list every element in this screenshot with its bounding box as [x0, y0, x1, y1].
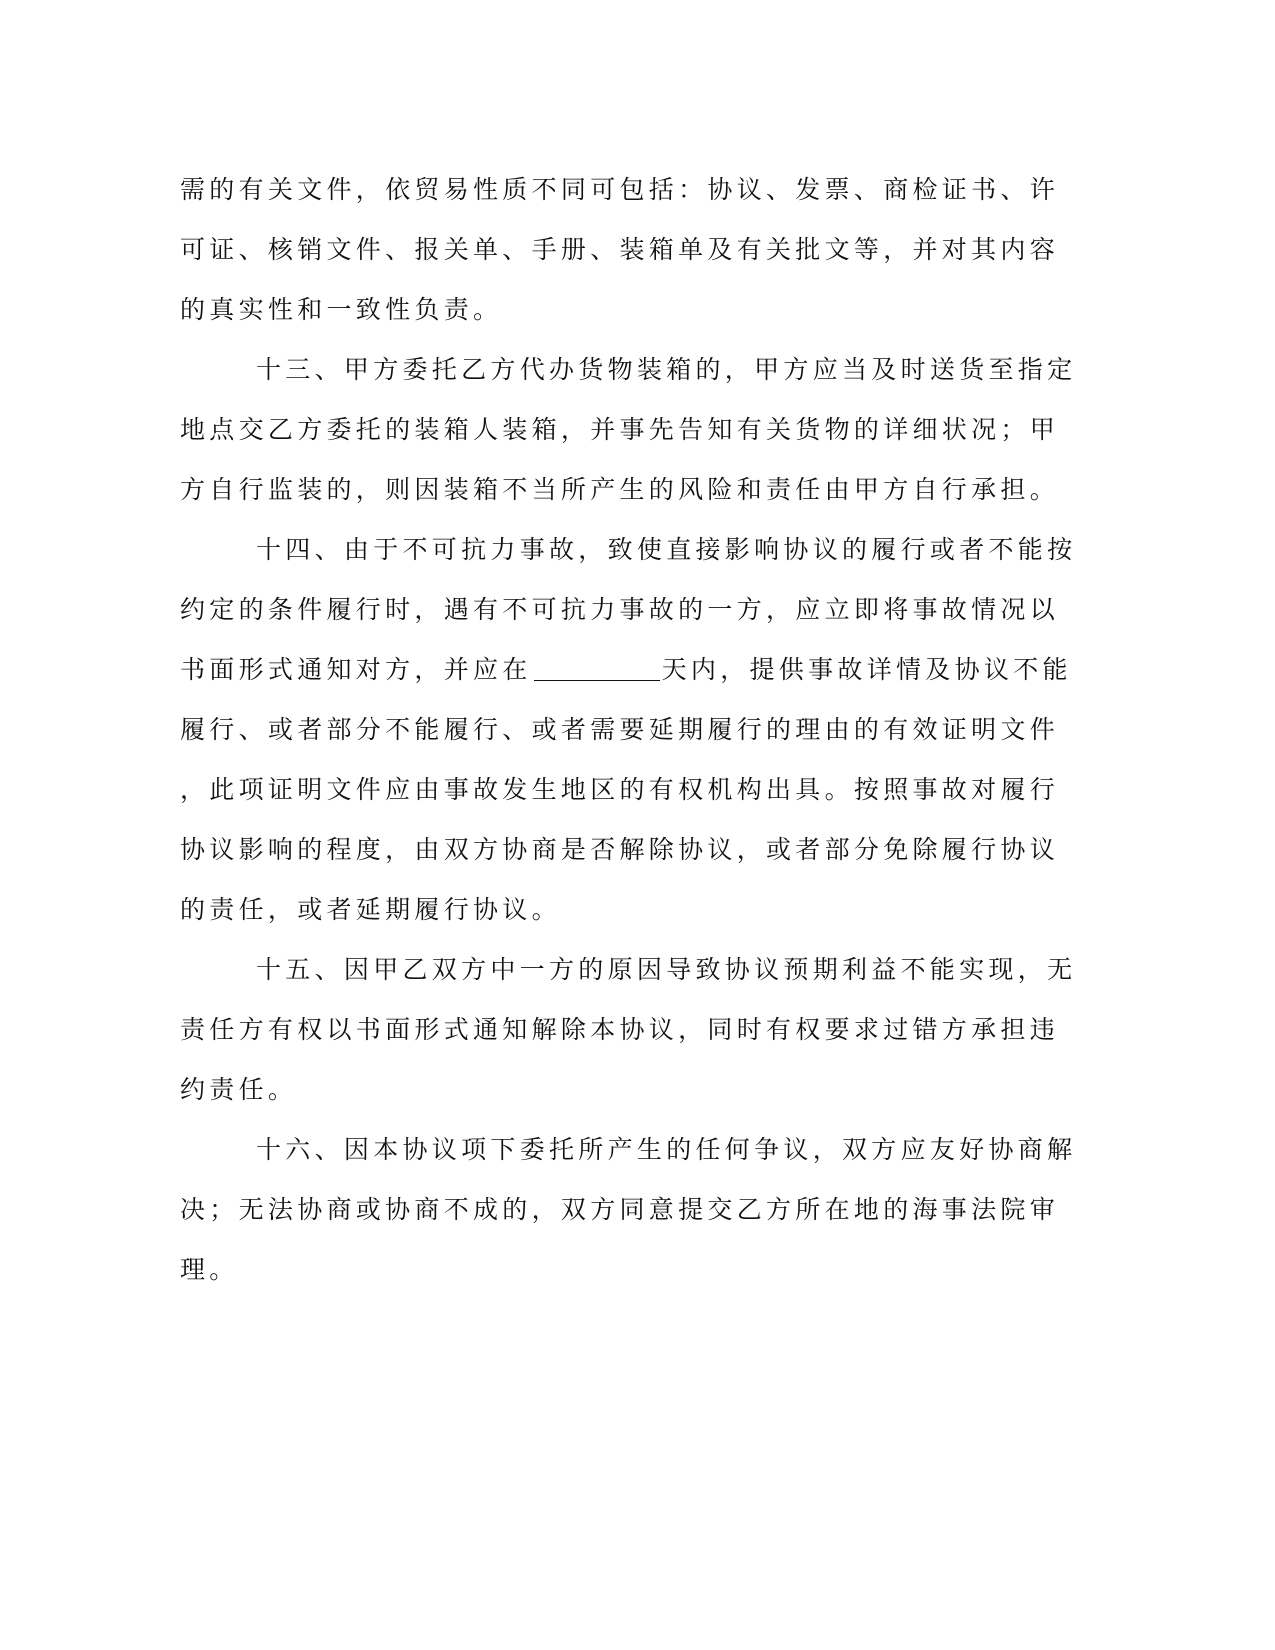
text-line: 十四、由于不可抗力事故，致使直接影响协议的履行或者不能按 — [256, 535, 1077, 564]
text-line: 方自行监装的，则因装箱不当所产生的风险和责任由甲方自行承担。 — [180, 475, 1060, 504]
text-line: 十五、因甲乙双方中一方的原因导致协议预期利益不能实现，无 — [256, 955, 1077, 984]
text-line: 需的有关文件，依贸易性质不同可包括：协议、发票、商检证书、许 — [180, 175, 1060, 204]
fill-in-blank — [534, 656, 660, 681]
document-body — [180, 160, 1077, 1300]
text-line: 约定的条件履行时，遇有不可抗力事故的一方，应立即将事故情况以 — [180, 595, 1060, 624]
text-line: 约责任。 — [180, 1075, 298, 1104]
text-line: 可证、核销文件、报关单、手册、装箱单及有关批文等，并对其内容 — [180, 235, 1060, 264]
text-line: 理。 — [180, 1255, 239, 1284]
text-segment: 书面形式通知对方，并应在 — [180, 655, 532, 684]
text-line: 的真实性和一致性负责。 — [180, 295, 503, 324]
text-line-with-blank — [180, 640, 1072, 700]
text-line: ，此项证明文件应由事故发生地区的有权机构出具。按照事故对履行 — [180, 775, 1060, 804]
clause-13 — [180, 340, 1077, 520]
clause-16 — [180, 1120, 1077, 1300]
text-segment: 天内，提供事故详情及协议不能 — [661, 655, 1072, 684]
text-line: 责任方有权以书面形式通知解除本协议，同时有权要求过错方承担违 — [180, 1015, 1060, 1044]
clause-14 — [180, 520, 1077, 940]
text-line: 十三、甲方委托乙方代办货物装箱的，甲方应当及时送货至指定 — [256, 355, 1077, 384]
text-line: 十六、因本协议项下委托所产生的任何争议，双方应友好协商解 — [256, 1135, 1077, 1164]
text-line: 履行、或者部分不能履行、或者需要延期履行的理由的有效证明文件 — [180, 715, 1060, 744]
paragraph-continued — [180, 160, 1060, 340]
text-line: 协议影响的程度，由双方协商是否解除协议，或者部分免除履行协议 — [180, 835, 1060, 864]
text-line: 的责任，或者延期履行协议。 — [180, 895, 561, 924]
clause-15 — [180, 940, 1077, 1120]
text-line: 决；无法协商或协商不成的，双方同意提交乙方所在地的海事法院审 — [180, 1195, 1060, 1224]
text-line: 地点交乙方委托的装箱人装箱，并事先告知有关货物的详细状况；甲 — [180, 415, 1060, 444]
